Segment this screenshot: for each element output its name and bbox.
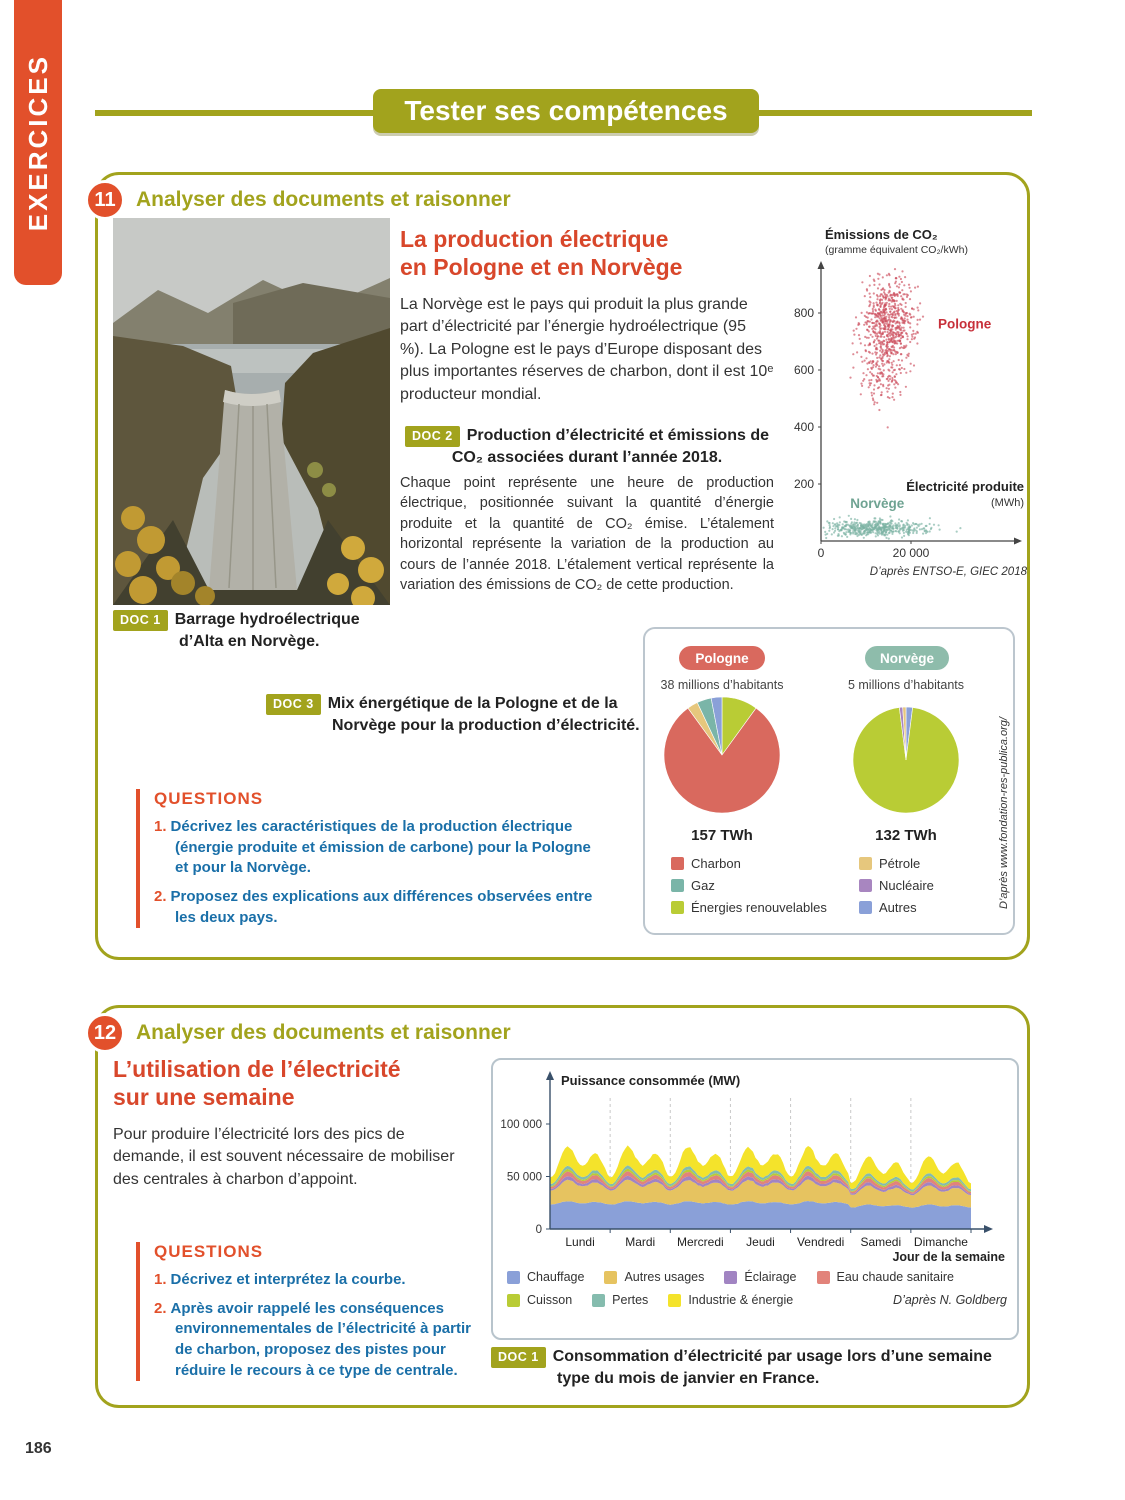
- autres-usages-label: Autres usages: [624, 1270, 705, 1284]
- autres-usages-color-swatch: [604, 1271, 617, 1284]
- question-1-text: Décrivez les caractéristiques de la production électrique (énergie produite et émission de carbone) pour la Pologne et pour la Norvège.: [170, 818, 591, 877]
- doc2-block: [400, 425, 774, 596]
- norvege-pill: [865, 646, 949, 670]
- doc1-caption-ex12: [491, 1346, 1025, 1389]
- doc3-caption: [266, 693, 650, 736]
- exercise-12-questions: [136, 1242, 492, 1381]
- cuisson-color-swatch: [507, 1294, 520, 1307]
- question-1-text: Décrivez et interprétez la courbe.: [170, 1271, 406, 1288]
- exercise-11: [95, 172, 1030, 960]
- area-chart-legend: [507, 1270, 1007, 1316]
- norvege-pie-chart: [851, 705, 961, 815]
- svg-text:400: 400: [793, 420, 814, 434]
- doc2-label: DOC 2: [405, 426, 460, 447]
- renouvelables-label: Énergies renouvelables: [691, 900, 827, 915]
- question-1-number: 1.: [154, 818, 167, 835]
- norvege-population: 5 millions d’habitants: [847, 678, 965, 692]
- legend-item-industrie: [668, 1293, 793, 1307]
- pologne-pill-label: Pologne: [695, 650, 749, 666]
- exercise-12-header: Analyser des documents et raisonner: [136, 1021, 511, 1044]
- pertes-color-swatch: [592, 1294, 605, 1307]
- svg-text:Samedi: Samedi: [860, 1235, 902, 1249]
- legend-row-1: [507, 1270, 1007, 1284]
- question-2-number: 2.: [154, 888, 167, 906]
- legend-item-petrole: [859, 856, 934, 871]
- svg-text:Puissance consommée (MW): Puissance consommée (MW): [561, 1073, 741, 1088]
- pologne-total: 157 TWh: [691, 827, 753, 844]
- chauffage-label: Chauffage: [527, 1270, 585, 1284]
- week-consumption-chart: [493, 1066, 1017, 1266]
- page-number: 186: [25, 1440, 52, 1457]
- week-consumption-panel: [491, 1058, 1019, 1340]
- article-column: [400, 225, 774, 596]
- exercise-12: [95, 1005, 1030, 1408]
- svg-text:D’après ENTSO-E, GIEC 2018: D’après ENTSO-E, GIEC 2018: [869, 566, 1027, 578]
- pie-legend-right: [859, 856, 934, 922]
- legend-item-nucleaire: [859, 878, 934, 893]
- industrie-label: Industrie & énergie: [688, 1293, 794, 1307]
- pie-source: D’après www.fondation-res-publica.org/: [998, 717, 1010, 909]
- svg-text:Lundi: Lundi: [565, 1235, 595, 1249]
- eclairage-label: Éclairage: [744, 1270, 797, 1284]
- svg-text:Dimanche: Dimanche: [913, 1235, 968, 1249]
- svg-text:Jeudi: Jeudi: [746, 1235, 775, 1249]
- question-item-2: [154, 1299, 492, 1382]
- legend-item-charbon: [671, 856, 827, 871]
- norvege-pill-label: Norvège: [879, 650, 935, 666]
- svg-text:(gramme équivalent CO₂/kWh): (gramme équivalent CO₂/kWh): [825, 244, 968, 256]
- area-chart-source: D’après N. Goldberg: [893, 1293, 1007, 1307]
- exercices-label: EXERCICES: [22, 53, 53, 232]
- exercise-11-number: 11: [85, 180, 125, 220]
- svg-text:50 000: 50 000: [506, 1171, 542, 1184]
- exercise-12-title: [113, 1055, 477, 1111]
- svg-text:20 000: 20 000: [892, 546, 930, 560]
- autres-color-swatch: [859, 901, 872, 914]
- questions-title: QUESTIONS: [154, 789, 264, 808]
- industrie-color-swatch: [668, 1294, 681, 1307]
- exercise-12-title-line2: sur une semaine: [113, 1084, 295, 1111]
- question-item-1: [154, 1270, 492, 1291]
- svg-text:600: 600: [793, 363, 814, 377]
- legend-item-chauffage: [507, 1270, 584, 1284]
- pologne-pill: [679, 646, 765, 670]
- cuisson-label: Cuisson: [527, 1293, 573, 1307]
- legend-item-eclairage: [724, 1270, 796, 1284]
- svg-text:Électricité produite: Électricité produite: [906, 479, 1024, 494]
- legend-item-gaz: [671, 878, 827, 893]
- renouvelables-color-swatch: [671, 901, 684, 914]
- svg-text:Mardi: Mardi: [625, 1235, 656, 1249]
- question-item-1: [154, 817, 604, 879]
- eau-chaude-color-swatch: [817, 1271, 830, 1284]
- legend-row-2: [507, 1293, 1007, 1307]
- eau-chaude-label: Eau chaude sanitaire: [836, 1270, 954, 1284]
- article-title-line1: La production électrique: [400, 226, 669, 252]
- svg-text:(MWh): (MWh): [991, 497, 1024, 509]
- doc3-caption-text: Mix énergétique de la Pologne et de la Norvège pour la production d’électricité.: [327, 695, 640, 734]
- svg-text:0: 0: [817, 546, 825, 560]
- questions-title: QUESTIONS: [154, 1242, 264, 1261]
- exercices-tab: [14, 0, 62, 285]
- doc2-title-text: Production d’électricité et émissions de CO₂ associées durant l’année 2018.: [451, 427, 769, 466]
- exercise-11-questions: [136, 789, 604, 928]
- co2-scatter-chart: [781, 223, 1029, 593]
- doc1-caption: [113, 609, 398, 652]
- co2-scatter-svg: [781, 223, 1029, 588]
- pertes-label: Pertes: [612, 1293, 649, 1307]
- article-title: [400, 225, 774, 281]
- svg-text:Norvège: Norvège: [850, 496, 905, 512]
- exercise-12-title-line1: L’utilisation de l’électricité: [113, 1056, 401, 1082]
- charbon-color-swatch: [671, 857, 684, 870]
- doc1-label-ex12: DOC 1: [491, 1347, 546, 1368]
- eclairage-color-swatch: [724, 1271, 737, 1284]
- question-2-text: Proposez des explications aux différences observées entre les deux pays.: [170, 888, 593, 926]
- svg-text:Jour de la semaine: Jour de la semaine: [892, 1250, 1005, 1264]
- page-banner: [373, 89, 759, 133]
- question-1-number: 1.: [154, 1271, 167, 1288]
- chauffage-color-swatch: [507, 1271, 520, 1284]
- gaz-color-swatch: [671, 879, 684, 892]
- energy-mix-panel: [643, 627, 1015, 935]
- legend-item-pertes: [592, 1293, 648, 1307]
- question-2-number: 2.: [154, 1299, 167, 1317]
- pie-legend-left: [671, 856, 827, 922]
- doc1-caption-text: Barrage hydroélectrique d’Alta en Norvège.: [174, 611, 360, 650]
- dam-photo-illustration: [113, 218, 390, 605]
- exercise-12-number: 12: [85, 1013, 125, 1053]
- banner-title: Tester ses compétences: [404, 95, 728, 126]
- question-item-2: [154, 887, 604, 928]
- dam-photo: [113, 218, 390, 605]
- legend-item-renouvelables: [671, 900, 827, 915]
- svg-text:Vendredi: Vendredi: [796, 1235, 845, 1249]
- article-title-line2: en Pologne et en Norvège: [400, 254, 683, 281]
- question-2-text: Après avoir rappelé les conséquences environnementales de l’électricité à partir de charbon, proposez des pistes pour réduire le recours à ce type de centrale.: [170, 1299, 471, 1379]
- doc1-label: DOC 1: [113, 610, 168, 631]
- exercise-12-body: Pour produire l’électricité lors des pics de demande, il est souvent nécessaire de mobiliser des centrales à charbon d’appoint.: [113, 1126, 455, 1188]
- legend-item-cuisson: [507, 1293, 572, 1307]
- doc3-label: DOC 3: [266, 694, 321, 715]
- pologne-pie-chart: [662, 695, 782, 815]
- legend-item-eau-chaude: [817, 1270, 954, 1284]
- doc1-caption-text-ex12: Consommation d’électricité par usage lors d’une semaine type du mois de janvier en France.: [552, 1348, 992, 1387]
- svg-text:800: 800: [793, 306, 814, 320]
- nucleaire-label: Nucléaire: [879, 878, 934, 893]
- exercise-12-intro-column: [113, 1055, 477, 1191]
- norvege-total: 132 TWh: [875, 827, 937, 844]
- svg-text:Pologne: Pologne: [938, 316, 992, 332]
- svg-text:200: 200: [793, 477, 814, 491]
- charbon-label: Charbon: [691, 856, 741, 871]
- doc2-body: Chaque point représente une heure de production électrique, positionnée suivant la quantité d’énergie produite et la quantité de CO₂ émise. L’étalement horizontal représente la variation de la production au cours de l’année 2018. L’étalement vertical représente la variation des émissions de CO₂ de cette production.: [400, 474, 774, 594]
- exercise-11-header: Analyser des documents et raisonner: [136, 188, 511, 211]
- svg-text:Émissions de CO₂: Émissions de CO₂: [825, 227, 938, 242]
- legend-item-autres-usages: [604, 1270, 704, 1284]
- petrole-label: Pétrole: [879, 856, 921, 871]
- autres-label: Autres: [879, 900, 917, 915]
- doc2-title: [400, 425, 774, 468]
- gaz-label: Gaz: [691, 878, 715, 893]
- svg-text:100 000: 100 000: [500, 1119, 542, 1131]
- pologne-population: 38 millions d’habitants: [660, 678, 784, 692]
- nucleaire-color-swatch: [859, 879, 872, 892]
- svg-text:Mercredi: Mercredi: [677, 1235, 724, 1249]
- petrole-color-swatch: [859, 857, 872, 870]
- article-body: La Norvège est le pays qui produit la plus grande part d’électricité par l’énergie hydroélectrique (95 %). La Pologne est le pays d’Europe disposant des plus importantes réserves de charbon, dont il est 10ᵉ producteur mondial.: [400, 296, 774, 403]
- svg-text:0: 0: [535, 1224, 542, 1236]
- legend-item-autres: [859, 900, 934, 915]
